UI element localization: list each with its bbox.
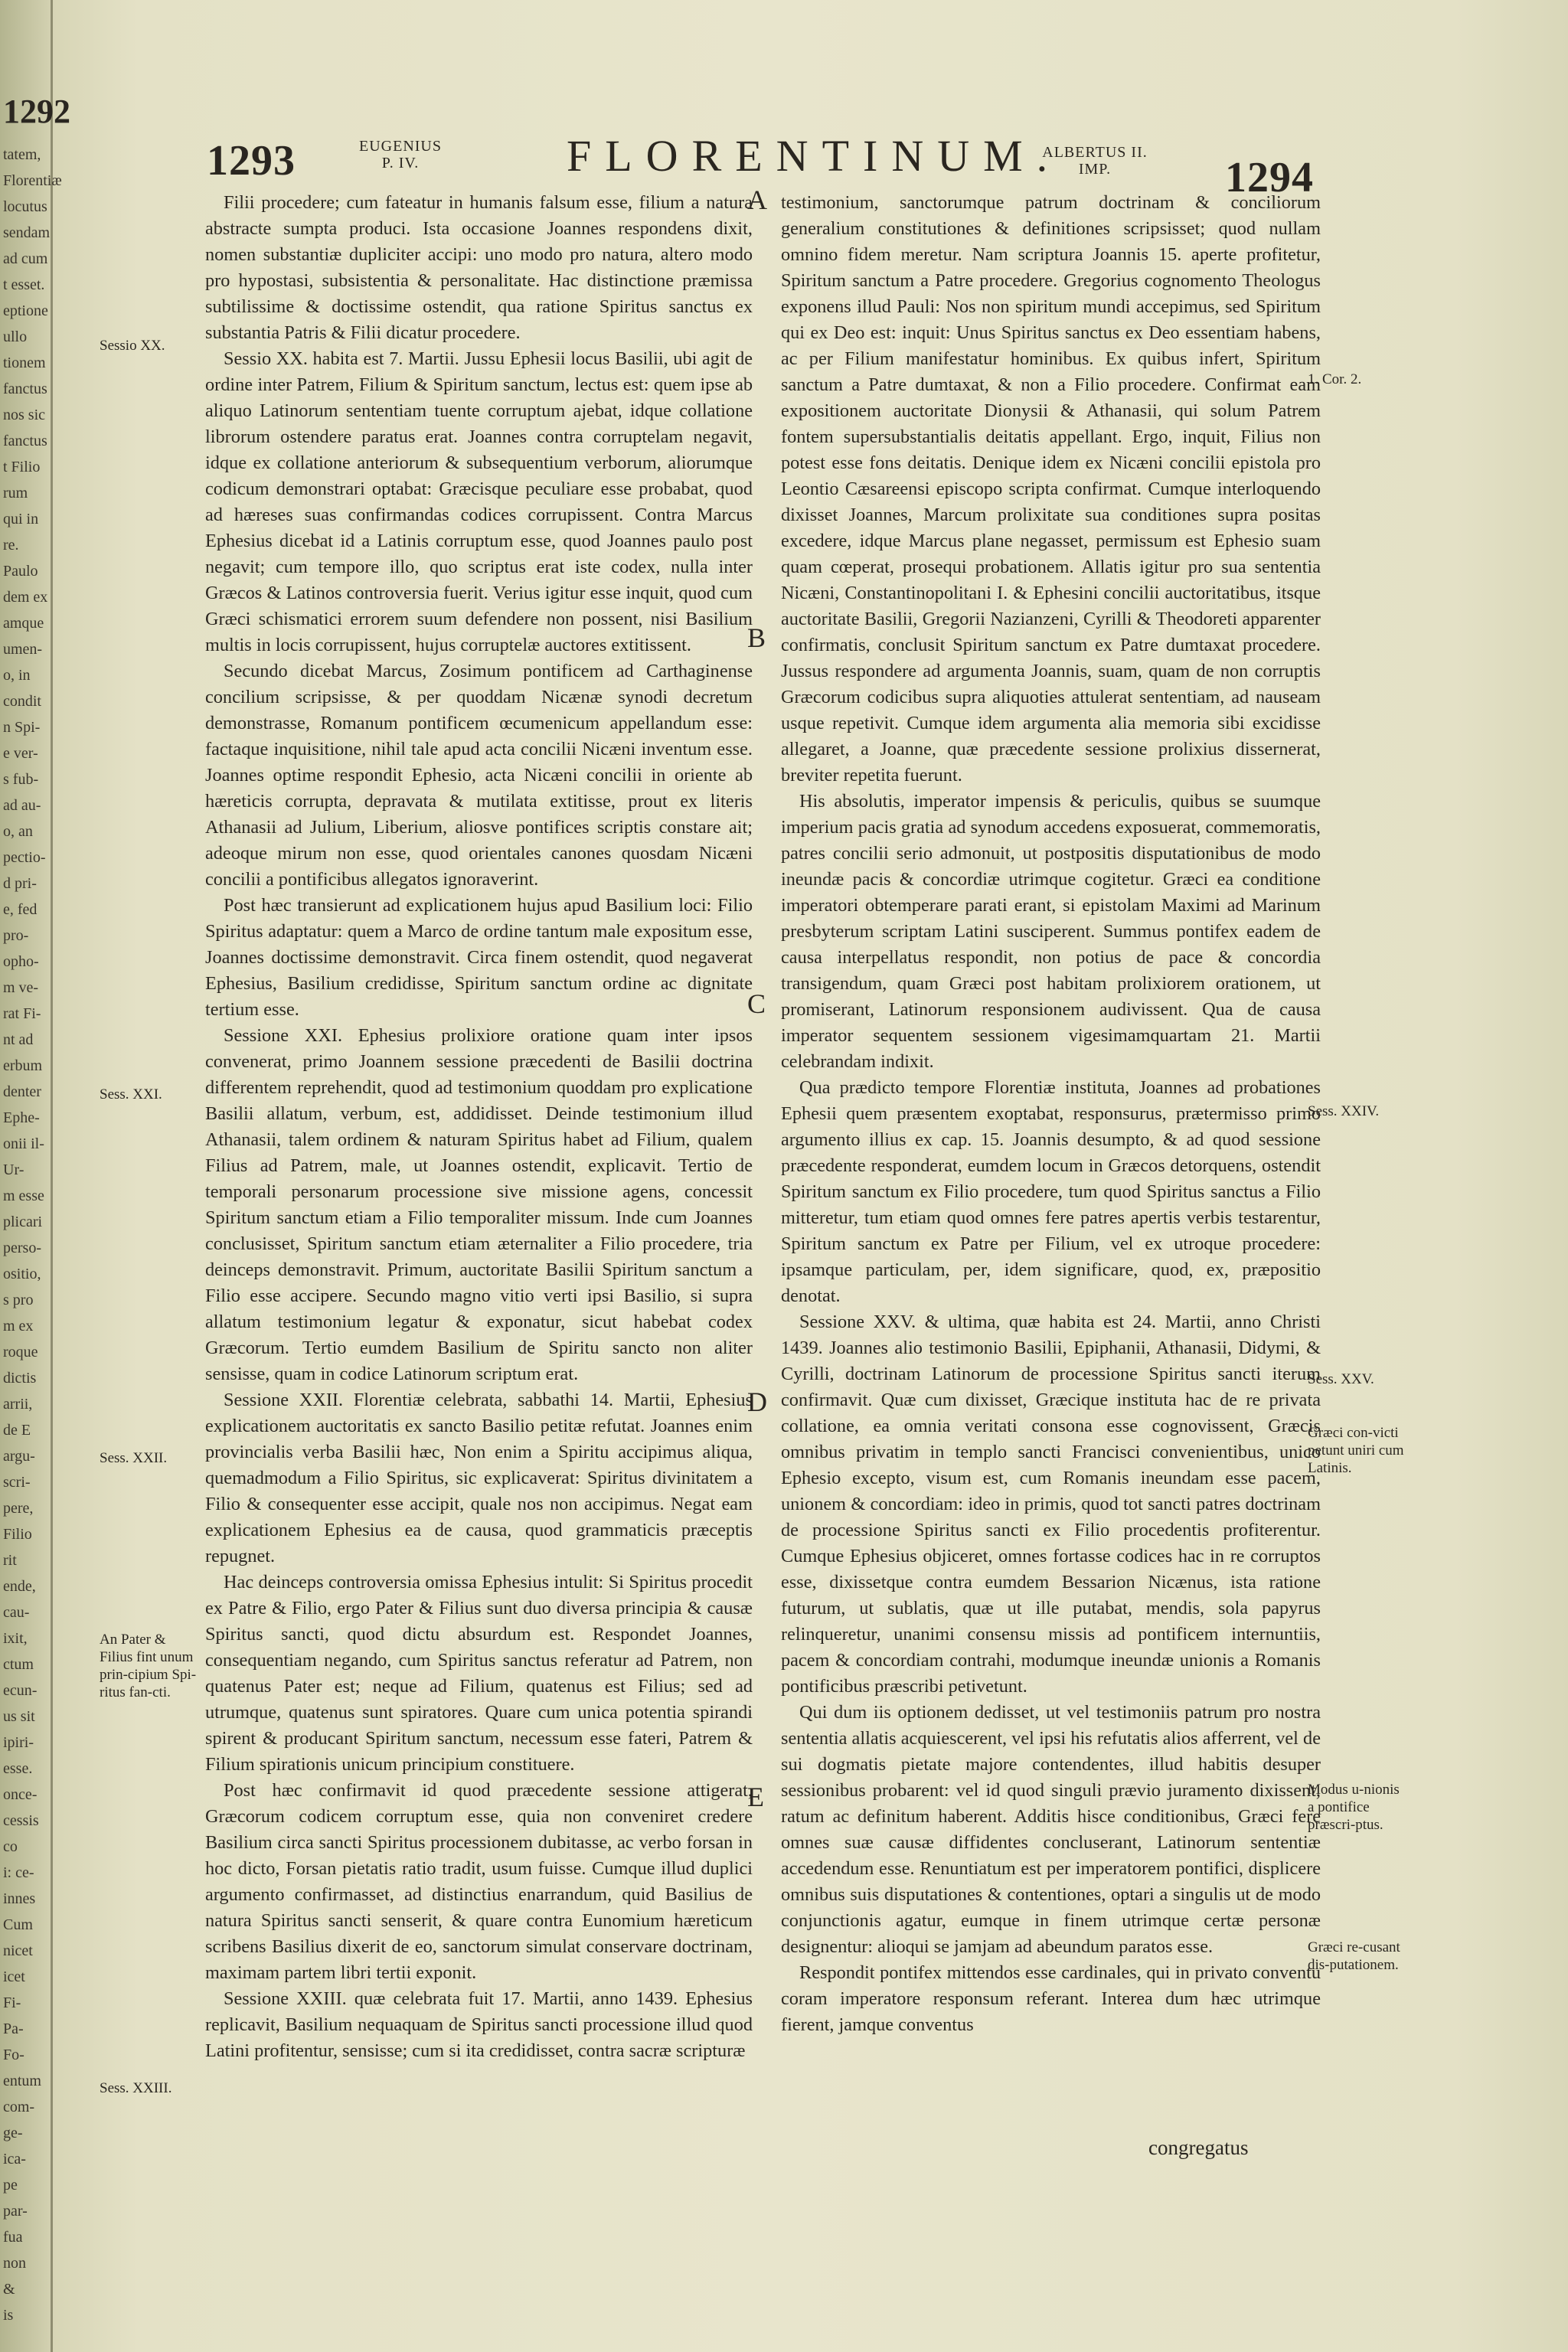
- right-margin-note: Sess. XXV.: [1308, 1371, 1374, 1387]
- previous-page-fragment: fanctus: [3, 433, 47, 449]
- left-paragraph-8: Post hæc confirmavit id quod præcedente sessione attigerat, Græcorum codicem corruptum esse, quia non conveniret credere Basilium circa sancti Spiritus processionem dubitasse, ac verbo forsan in hoc dicto, Forsan pietatis ratio tradit, usum fuisse. Cumque illud duplici argumento confirmasset, ad distinctius enarrandum, quid Basilius de natura Spiritus sancti senserit, & quare contra Eunomium hæreticum scribens Basilius dixerit de eo, sanctorum simulat conservare doctrinam, maximam partem libri tertii exponit.: [205, 1780, 753, 1983]
- previous-page-fragment: com-: [3, 2099, 35, 2115]
- previous-page-fragment: tionem: [3, 354, 46, 371]
- previous-page-fragment: rat Fi-: [3, 1005, 41, 1022]
- previous-page-fragment: nt ad: [3, 1031, 34, 1048]
- previous-page-fragment: esse.: [3, 1760, 33, 1777]
- left-paragraph-7: Hac deinceps controversia omissa Ephesius intulit: Si Spiritus procedit ex Patre & Filio, ergo Pater & Filius sunt duo diversa principia & causæ Spiritus sancti, quod dictu absurdum est. Respondet Joannes, consequentiam negando, cum Spiritus sanctus referatur ad Patrem, non quatenus Pater est; neque ad Filium, quatenus est Filius; sed ad utrumque, quatenus sunt spiratores. Quare cum unica potentia spirandi spirent & producant Spiritum sanctum, necessum esse fateri, Patrem & Filium spirationis unicum principium constituere.: [205, 1572, 753, 1775]
- previous-page-fragment: icet: [3, 1968, 25, 1985]
- previous-page-fragment: Filio: [3, 1526, 32, 1543]
- right-margin-note: 1. Cor. 2.: [1308, 371, 1362, 387]
- previous-page-fragment: ipiri-: [3, 1734, 34, 1751]
- previous-page-fragment: eptione: [3, 302, 48, 319]
- previous-page-fragment: Florentiæ: [3, 172, 62, 189]
- left-margin-note: An Pater & Filius fint unum prin-cipium Spi-ritus fan-cti.: [100, 1632, 197, 1700]
- previous-page-fragment: ica-: [3, 2151, 26, 2167]
- section-letter-d: D: [747, 1387, 767, 1417]
- right-page-number: 1294: [1225, 154, 1314, 201]
- left-paragraph-9: Sessione XXIII. quæ celebrata fuit 17. Martii, anno 1439. Ephesius replicavit, Basilium nequaquam de Spiritus sancti processione illud quod Latini profitentur, sensisse; cum si ita credidisset, contra sacræ scripturæ: [205, 1988, 753, 2061]
- previous-page-fragment: rit: [3, 1552, 17, 1569]
- previous-page-fragment: amque: [3, 615, 44, 632]
- previous-page-fragment: s fub-: [3, 771, 39, 788]
- previous-page-fragment: argu-: [3, 1448, 35, 1465]
- previous-page-fragment: entum: [3, 2073, 41, 2089]
- right-margin-note: Modus u-nionis a pontifice præscri-ptus.: [1308, 1782, 1400, 1833]
- right-paragraph-6: Respondit pontifex mittendos esse cardinales, qui in privato conventu coram imperatore responsum referant. Interea dum hæc utrimque fierent, jamque conventus: [781, 1962, 1321, 2035]
- left-paragraph-4: Post hæc transierunt ad explicationem hujus apud Basilium loci: Filio Spiritus adaptatur: quem a Marco de ordine tantum male expositum esse, Joannes doctissime demonstravit. Circa finem ostendit, quod negaverat Ephesius, Basilium credidisse, Spiritum sanctum ordine ac dignitate tertium esse.: [205, 895, 753, 1020]
- previous-page-fragment: par-: [3, 2203, 28, 2220]
- previous-page-fragment: i: ce-: [3, 1864, 34, 1881]
- section-letter-b: B: [747, 622, 766, 653]
- previous-page-fragment: cau-: [3, 1604, 30, 1621]
- previous-page-fragment: m esse: [3, 1187, 44, 1204]
- left-header-line1: EUGENIUS: [359, 138, 442, 155]
- right-header-line1: ALBERTUS II.: [1042, 144, 1148, 161]
- previous-page-number: 1292: [3, 93, 70, 130]
- previous-page-fragment: d pri-: [3, 875, 37, 892]
- previous-page-fragment: tatem,: [3, 146, 41, 163]
- right-margin-note: Sess. XXIV.: [1308, 1103, 1380, 1119]
- right-paragraph-4: Sessione XXV. & ultima, quæ habita est 24. Martii, anno Christi 1439. Joannes alio testimonio Basilii, Epiphanii, Athanasii, Didymi, & Cyrilli, doctrinam Latinorum de processione Spiritus sancti iterum confirmavit. Quæ cum dixisset, Græcique instituta hac de re privata collatione, ea omnia veritati consona esse cognovissent, Græcis omnibus privatim in templo sancti Francisci convenientibus, unico Ephesio excepto, visum est, cum Romanis ineundam esse pacem, unionem & concordiam: ideo in primis, quod tot sancti patres doctrinam de processione Spiritus sancti ex Filio procedentis profiterentur. Cumque Ephesius objiceret, omnes fortasse codices hac in re corruptos esse, dixissetque contra eumdem Bessarion Nicænus, ista ratione futurum, ut sublatis, quæ ut ille putabat, mendis, sola papyrus relinqueretur, unanimi consensu missis ad pontificem internuntiis, pacem & concordiam contrahi, modumque ineundæ unionis a Romanis pontificibus præscribi petivetunt.: [781, 1312, 1321, 1697]
- previous-page-fragment: m ve-: [3, 979, 39, 996]
- previous-page-fragment: ositio,: [3, 1266, 41, 1282]
- previous-page-fragment: dictis: [3, 1370, 37, 1387]
- left-paragraph-3: Secundo dicebat Marcus, Zosimum pontificem ad Carthaginense concilium scripsisse, & per quoddam Nicænæ synodi decretum demonstrasse, Romanum pontificem œcumenicum appellandum esse: factaque inquisitione, nihil tale apud acta concilii Nicæni inventum esse. Joannes optime respondit Ephesio, acta Nicæni concilii in oriente ab hæreticis corrupta, depravata & mutilata extitisse, prout ex literis Athanasii ad Julium, Liberium, aliosve pontifices scriptis constare ait; adeoque mirum non esse, quod orientales canones quosdam Nicæni concilii a pontificibus allegatos ignoraverint.: [205, 661, 753, 890]
- previous-page-fragment: e ver-: [3, 745, 38, 762]
- previous-page-fragment: nicet: [3, 1942, 33, 1959]
- previous-page-fragment: Ephe-: [3, 1109, 40, 1126]
- previous-page-fragment: ixit,: [3, 1630, 28, 1647]
- right-paragraph-1: testimonium, sanctorumque patrum doctrinam & conciliorum generalium constitutiones & definitiones scripsisset; quod nullam omnino fidem meretur. Nam scriptura Joannis 15. aperte profitetur, Spiritum sanctum a Patre procedere. Gregorius cognomento Theologus exponens illud Pauli: Nos non spiritum mundi accepimus, sed Spiritum qui ex Deo est: inquit: Unus Spiritus sanctus ex Deo essentiam habens, ac per Filium manifestatur hominibus. Ex quibus infert, Spiritum sanctum a Patre dumtaxat, & non a Filio procedere. Confirmat eam expositionem auctoritate Dionysii & Athanasii, qui solum Patrem fontem supersubstantialis deitatis appellant. Ergo, inquit, Filius non potest esse fons deitatis. Denique idem ex Nicæni concilii epistola pro Leontio Cæsareensi episcopo scripta confirmat. Cumque interloquendo dixisset Joannes, Marcum prolixitate sua conditiones supra positas excedere, idque Marcus plane negasset, permissum est Ephesio suam quam cœperat, prosequi probationem. Allatis igitur pro sua sententia Nicæni, Constantinopolitani I. & Ephesini concilii auctoritatibus, itsque auctoritate Basilii, Gregorii Nazianzeni, Cyrilli & Theodoreti apparenter confirmatis, conclusit Spiritum sanctum ex Patre dumtaxat procedere. Jussus respondere ad argumenta Joannis, suam, quam de non corruptis Græcorum codicibus supra aliquoties attulerat sententiam, ad nauseam usque repetivit. Cumque idem argumenta alia memoria sibi excidisse allegaret, a Joanne, quæ præcedente sessione prolixius dissernerat, breviter repetita fuerunt.: [781, 192, 1321, 786]
- previous-page-fragment: s pro: [3, 1292, 34, 1308]
- previous-page-fragment: n Spi-: [3, 719, 41, 736]
- right-header-emperor: [1026, 144, 1164, 178]
- previous-page-fragment: Pa-: [3, 2020, 24, 2037]
- right-paragraph-2: His absolutis, imperator impensis & periculis, quibus se suumque imperium pacis gratia ad synodum accedens exposuerat, commemoratis, patres concilii serio admonuit, ut postpositis disputationibus de modo ineundæ pacis & concordiæ utrimque cogitetur. Græci ea conditione imperatori obtemperare parati erant, si epistolam Maximi ad Marinum presbyterum scriptam Latini susciperent. Summus pontifex eadem de causa interpellatus respondit, non potius de pace & concordia transigendum, quam Græci post habitam prolixiorem orationem, ut promiserant, Latinorum responsionem audivissent. Qua de causa imperator sequentem sessionem vigesimamquartam 21. Martii celebrandam indixit.: [781, 791, 1321, 1072]
- previous-page-edge: [0, 0, 70, 2352]
- previous-page-fragment: scri-: [3, 1474, 31, 1491]
- previous-page-fragment: rum: [3, 485, 28, 501]
- left-page-number: 1293: [207, 137, 296, 185]
- left-margin-note: Sess. XXIII.: [100, 2080, 172, 2096]
- previous-page-fragment: m ex: [3, 1318, 34, 1334]
- previous-page-fragment: erbum: [3, 1057, 43, 1074]
- previous-page-fragment: us sit: [3, 1708, 35, 1725]
- previous-page-fragment: ullo: [3, 328, 28, 345]
- previous-page-fragment: ad au-: [3, 797, 41, 814]
- previous-page-fragment: t Filio: [3, 459, 41, 475]
- left-paragraph-5: Sessione XXI. Ephesius prolixiore oratione quam inter ipsos convenerat, primo Joannem sessione præcedenti de Basilii doctrina differentem reprehendit, quod ad testimonium quoddam pro explicatione Basilii allatum, verbum, est, addidisset. Deinde testimonium illud Athanasii, talem ordinem & naturam Spiritus habet ad Filium, qualem Filius ad Patrem, male, ut Joannes ostendit, explicavit. Tertio de temporali personarum processione sive missione agens, concessit Spiritum sanctum etiam a Filio temporaliter missum. Inde cum Joannes conclusisset, Spiritum sanctum etiam æternaliter a Filio procedere, tria deinceps demonstravit. Primum, auctoritate Basilii Spiritum sanctum a Filio esse accipere. Secundo magno vitio verti ipsi Basilio, si supra allatum testimonium legatur & exponatur, sicut habebat codex Græcorum. Tertio eumdem Basilium de Spiritu sancto non aliter sensisse, quam in codice Latinorum scriptum erat.: [205, 1025, 753, 1384]
- previous-page-fragment: e, fed: [3, 901, 38, 918]
- previous-page-fragment: non: [3, 2255, 26, 2272]
- running-head: [0, 115, 1568, 201]
- right-margin-note: Græci con-victi petunt uniri cum Latinis.: [1308, 1425, 1404, 1476]
- previous-page-fragment: Ur-: [3, 1161, 24, 1178]
- previous-page-fragment: once-: [3, 1786, 38, 1803]
- left-margin-note: Sess. XXII.: [100, 1450, 168, 1466]
- section-letter-e: E: [747, 1782, 764, 1812]
- previous-page-fragment: o, in: [3, 667, 31, 684]
- right-header-line2: IMP.: [1078, 161, 1112, 178]
- previous-page-fragment: sendam: [3, 224, 51, 241]
- previous-page-fragment: opho-: [3, 953, 39, 970]
- previous-page-fragment: pere,: [3, 1500, 34, 1517]
- previous-page-fragment: ctum: [3, 1656, 34, 1673]
- left-paragraph-6: Sessione XXII. Florentiæ celebrata, sabbathi 14. Martii, Ephesius explicationem auctoritatis ex sancto Basilio petitæ refutat. Joannes enim provincialis verba Basilii hæc, Non enim a Spiritu accipimus aliqua, quemadmodum a Filio Spiritus, sic explicaverat: Spiritus divinitatem a Filio & consequenter esse accipit, quale nos non accipimus. Negat eam explicationem Ephesius ea de causa, quod grammaticis præceptis repugnet.: [205, 1390, 753, 1566]
- page-title: FLORENTINUM.: [567, 131, 1062, 181]
- section-letter-a: A: [747, 185, 767, 215]
- previous-page-fragment: ecun-: [3, 1682, 38, 1699]
- previous-page-fragment: ad cum: [3, 250, 48, 267]
- right-column: [781, 190, 1321, 2038]
- previous-page-fragment: pro-: [3, 927, 29, 944]
- previous-page-fragment: ende,: [3, 1578, 36, 1595]
- left-margin-note: Sess. XXI.: [100, 1086, 162, 1102]
- previous-page-fragment: is: [3, 2307, 14, 2324]
- left-header-pope: [351, 138, 450, 172]
- previous-page-fragment: ge-: [3, 2125, 23, 2141]
- previous-page-fragment: Fi-: [3, 1994, 21, 2011]
- previous-page-fragment: innes: [3, 1890, 36, 1907]
- previous-page-fragment: qui in: [3, 511, 39, 528]
- previous-page-fragment: Cum: [3, 1916, 33, 1933]
- previous-page-fragment: nos sic: [3, 407, 45, 423]
- previous-page-fragment: co: [3, 1838, 18, 1855]
- previous-page-fragment: cessis: [3, 1812, 39, 1829]
- previous-page-fragment: Fo-: [3, 2047, 24, 2063]
- previous-page-fragment: umen-: [3, 641, 43, 658]
- previous-page-fragment: arrii,: [3, 1396, 33, 1413]
- previous-page-fragment: dem ex: [3, 589, 48, 606]
- previous-page-fragment: locutus: [3, 198, 47, 215]
- previous-page-fragment: o, an: [3, 823, 33, 840]
- left-margin-note: Sessio XX.: [100, 338, 165, 354]
- catchword: congregatus: [1148, 2136, 1249, 2159]
- previous-page-fragment: pe: [3, 2177, 18, 2194]
- previous-page-fragment: roque: [3, 1344, 38, 1361]
- left-paragraph-1: Filii procedere; cum fateatur in humanis falsum esse, filium a natura abstracte sumpta produci. Ista occasione Joannes respondens dixit, nomen substantiæ dupliciter accipi: uno modo pro natura, altero modo pro hypostasi, subsistentia & personalitate. Hac distinctione præmissa subtilissime & doctissime ostendit, qua ratione Spiritus sanctus ex substantia Patris & Filii dicatur procedere.: [205, 192, 753, 343]
- previous-page-fragment: denter: [3, 1083, 41, 1100]
- right-paragraph-3: Qua prædicto tempore Florentiæ instituta, Joannes ad probationes Ephesii quem præsentem exoptabat, responsurus, prætermisso primo argumento illius ex cap. 15. Joannis desumpto, & ad quod sessione præcedente responderat, eumdem locum in Græcos detorquens, ostendit Spiritum sanctum ex Filio procedere, tum quod Spiritus sanctus a Filio mitteretur, tum etiam quod omnes fere patres apertis verbis testarentur, Spiritum sanctum ex Patre per Filium, vel ex utroque procedere: ipsamque particulam, per, idem significare, quod, ex, præpositio denotat.: [781, 1077, 1321, 1306]
- previous-page-fragment: condit: [3, 693, 41, 710]
- previous-page-fragment: Paulo: [3, 563, 38, 580]
- section-letter-c: C: [747, 988, 766, 1019]
- left-header-line2: P. IV.: [381, 155, 420, 172]
- previous-page-fragment: fanctus: [3, 381, 47, 397]
- previous-page-fragment: pectio-: [3, 849, 46, 866]
- previous-page-fragment: plicari: [3, 1214, 43, 1230]
- previous-page-fragment: re.: [3, 537, 19, 554]
- right-paragraph-5: Qui dum iis optionem dedisset, ut vel testimoniis patrum pro nostra sententia allatis acquiescerent, vel ipsi his refutatis alios afferrent, vel de sui dogmatis pietate majore contendentes, illud habitis desuper sessionibus probarent: vel id quod singuli prævio juramento dixissent, ratum ac definitum haberent. Additis hisce conditionibus, Græci fere omnes suæ causæ diffidentes concluserant, Latinorum sententiæ accedendum esse. Renuntiatum est per imperatorem pontifici, displicere omnibus suis disputationes & contentiones, optari a singulis ut de modo conjunctionis agatur, eumque in finem utrimque certæ personæ designentur: alioqui se jamjam ad abeundum paratos esse.: [781, 1702, 1321, 1957]
- previous-page-fragment: de E: [3, 1422, 31, 1439]
- left-paragraph-2: Sessio XX. habita est 7. Martii. Jussu Ephesii locus Basilii, ubi agit de ordine inter Patrem, Filium & Spiritum sanctum, lectus est: quem ipse ab aliquo Latinorum sententiam tuente corruptum ajebat, idque collatione librorum ostendere paratus erat. Joannes contra corruptelam negavit, idque ex collatione anteriorum & subsequentium verborum, aliorumque codicum demonstrari optabat: Græcisque peculiare esse probabat, quod ad hæreses suas confirmandas codices corrupissent. Contra Marcus Ephesius dicebat id a Latinis corruptum esse, quod Joannes paulo post negavit; cum tempore illo, quo scriptus erat iste codex, nulla inter Græcos & Latinos controversia fuerit. Verius igitur esse inquit, quod cum Græci schismatici errorem suum defendere non possent, nisi Basilium multis in locis corrupissent, hujus corruptelæ auctores extitissent.: [205, 348, 753, 655]
- previous-page-fragment: &: [3, 2281, 15, 2298]
- previous-page-fragment: onii il-: [3, 1135, 44, 1152]
- previous-page-fragment: t esset.: [3, 276, 45, 293]
- previous-page-fragment: fua: [3, 2229, 23, 2246]
- right-margin-note: Græci re-cusant dis-putationem.: [1308, 1939, 1400, 1973]
- previous-page-fragment: perso-: [3, 1240, 41, 1256]
- left-column: [205, 190, 753, 2064]
